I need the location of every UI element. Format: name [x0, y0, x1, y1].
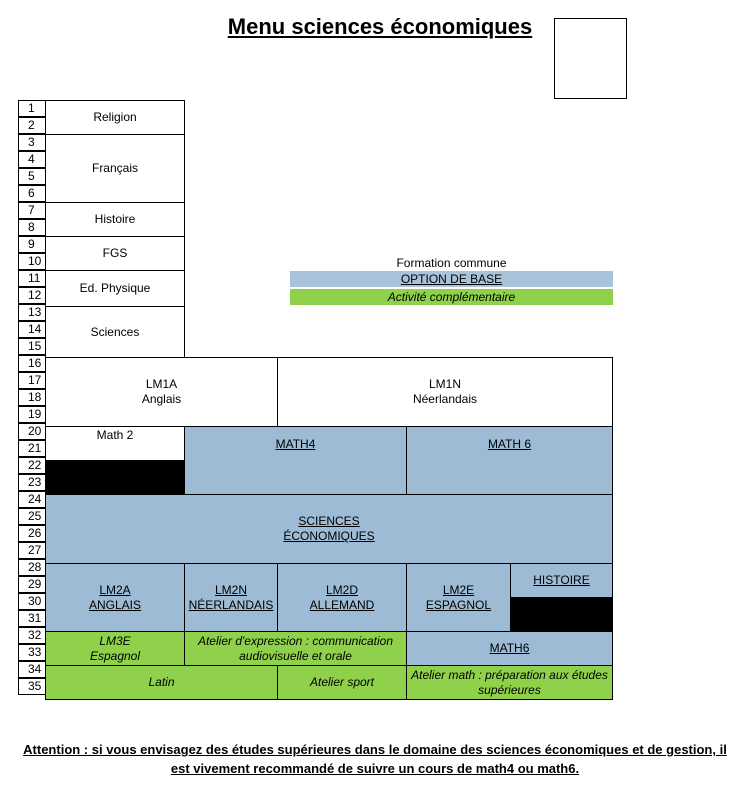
period-number: 35 [18, 678, 46, 695]
course-label: MATH6 [489, 641, 530, 655]
period-number: 1 [18, 100, 46, 117]
course-language: ESPAGNOL [425, 597, 492, 612]
course-language: NÉERLANDAIS [188, 597, 274, 612]
course-code: LM1N [428, 377, 461, 391]
course-language: Néerlandais [412, 392, 478, 406]
period-number: 27 [18, 542, 46, 559]
course-lm2e[interactable] [406, 563, 511, 632]
course-lm1a[interactable] [45, 357, 278, 427]
course-math6-top[interactable] [406, 426, 613, 495]
course-atelier-math[interactable] [406, 665, 613, 700]
period-number: 31 [18, 610, 46, 627]
course-atelier-sport[interactable] [277, 665, 407, 700]
course-label: Latin [148, 675, 175, 689]
course-lm2a[interactable] [45, 563, 185, 632]
course-label: Ed. Physique [79, 281, 151, 295]
course-label: Math 2 [96, 428, 134, 442]
course-lm3e[interactable] [45, 631, 185, 666]
period-number: 23 [18, 474, 46, 491]
blocked-slot [510, 597, 613, 632]
course-label-line2: ÉCONOMIQUES [283, 529, 375, 543]
course-language: Espagnol [89, 648, 141, 663]
course-language: Anglais [141, 392, 182, 406]
course-francais[interactable] [45, 134, 185, 203]
photo-placeholder [554, 18, 627, 99]
course-math6-bottom[interactable] [406, 631, 613, 666]
blocked-slot [45, 460, 185, 495]
period-number: 5 [18, 168, 46, 185]
period-number: 30 [18, 593, 46, 610]
period-number: 34 [18, 661, 46, 678]
period-number: 13 [18, 304, 46, 321]
course-code: LM2A [99, 582, 131, 597]
course-math2[interactable] [45, 426, 185, 461]
course-atelier-expression[interactable] [184, 631, 407, 666]
period-number: 16 [18, 355, 46, 372]
course-math4[interactable] [184, 426, 407, 495]
course-label: Religion [93, 110, 137, 124]
period-number: 8 [18, 219, 46, 236]
period-number: 14 [18, 321, 46, 338]
course-code: LM2E [442, 582, 475, 597]
period-number: 3 [18, 134, 46, 151]
period-number: 12 [18, 287, 46, 304]
course-sciences-economiques[interactable] [45, 494, 613, 564]
course-religion[interactable] [45, 100, 185, 135]
period-number: 6 [18, 185, 46, 202]
course-label: Atelier d'expression : communication audiovisuelle et orale [197, 633, 394, 663]
period-number: 17 [18, 372, 46, 389]
course-sciences[interactable] [45, 306, 185, 358]
course-fgs[interactable] [45, 236, 185, 271]
course-label: MATH 6 [487, 437, 532, 451]
period-number: 7 [18, 202, 46, 219]
course-label: HISTOIRE [533, 573, 590, 587]
period-number: 28 [18, 559, 46, 576]
course-code: LM2N [214, 582, 247, 597]
period-number: 9 [18, 236, 46, 253]
course-language: ALLEMAND [309, 597, 375, 612]
period-number: 4 [18, 151, 46, 168]
course-histoire-option[interactable] [510, 563, 613, 598]
course-language: ANGLAIS [88, 597, 142, 612]
page-title: Menu sciences économiques [227, 14, 533, 39]
period-number: 29 [18, 576, 46, 593]
course-lm2d[interactable] [277, 563, 407, 632]
course-lm2n[interactable] [184, 563, 278, 632]
course-label: FGS [102, 246, 128, 260]
period-number: 11 [18, 270, 46, 287]
course-label: Sciences [90, 324, 140, 339]
course-label: Histoire [94, 212, 136, 226]
course-lm1n[interactable] [277, 357, 613, 427]
course-label: MATH4 [275, 437, 316, 451]
course-code: LM1A [145, 377, 178, 391]
period-number: 32 [18, 627, 46, 644]
period-number: 19 [18, 406, 46, 423]
course-label: Français [91, 161, 138, 175]
advice-note: Attention : si vous envisagez des études supérieures dans le domaine des sciences économiques et de gestion, il est vivement recommandé de suivre un cours de math4 ou math6. [23, 742, 727, 776]
period-number: 20 [18, 423, 46, 440]
course-ed-physique[interactable] [45, 270, 185, 307]
period-number: 26 [18, 525, 46, 542]
course-label-line1: SCIENCES [298, 514, 360, 528]
course-label: Atelier sport [309, 675, 375, 689]
period-number: 18 [18, 389, 46, 406]
period-number: 10 [18, 253, 46, 270]
legend-option: OPTION DE BASE [290, 271, 613, 287]
period-number: 2 [18, 117, 46, 134]
course-code: LM2D [325, 582, 358, 597]
course-latin[interactable] [45, 665, 278, 700]
period-number: 21 [18, 440, 46, 457]
period-number: 22 [18, 457, 46, 474]
legend-activity: Activité complémentaire [290, 289, 613, 305]
period-number: 33 [18, 644, 46, 661]
period-number: 15 [18, 338, 46, 355]
legend-heading: Formation commune [396, 256, 507, 270]
period-number: 25 [18, 508, 46, 525]
course-code: LM3E [99, 633, 131, 648]
period-number: 24 [18, 491, 46, 508]
course-histoire[interactable] [45, 202, 185, 237]
course-label: Atelier math : préparation aux études supérieures [411, 667, 608, 697]
